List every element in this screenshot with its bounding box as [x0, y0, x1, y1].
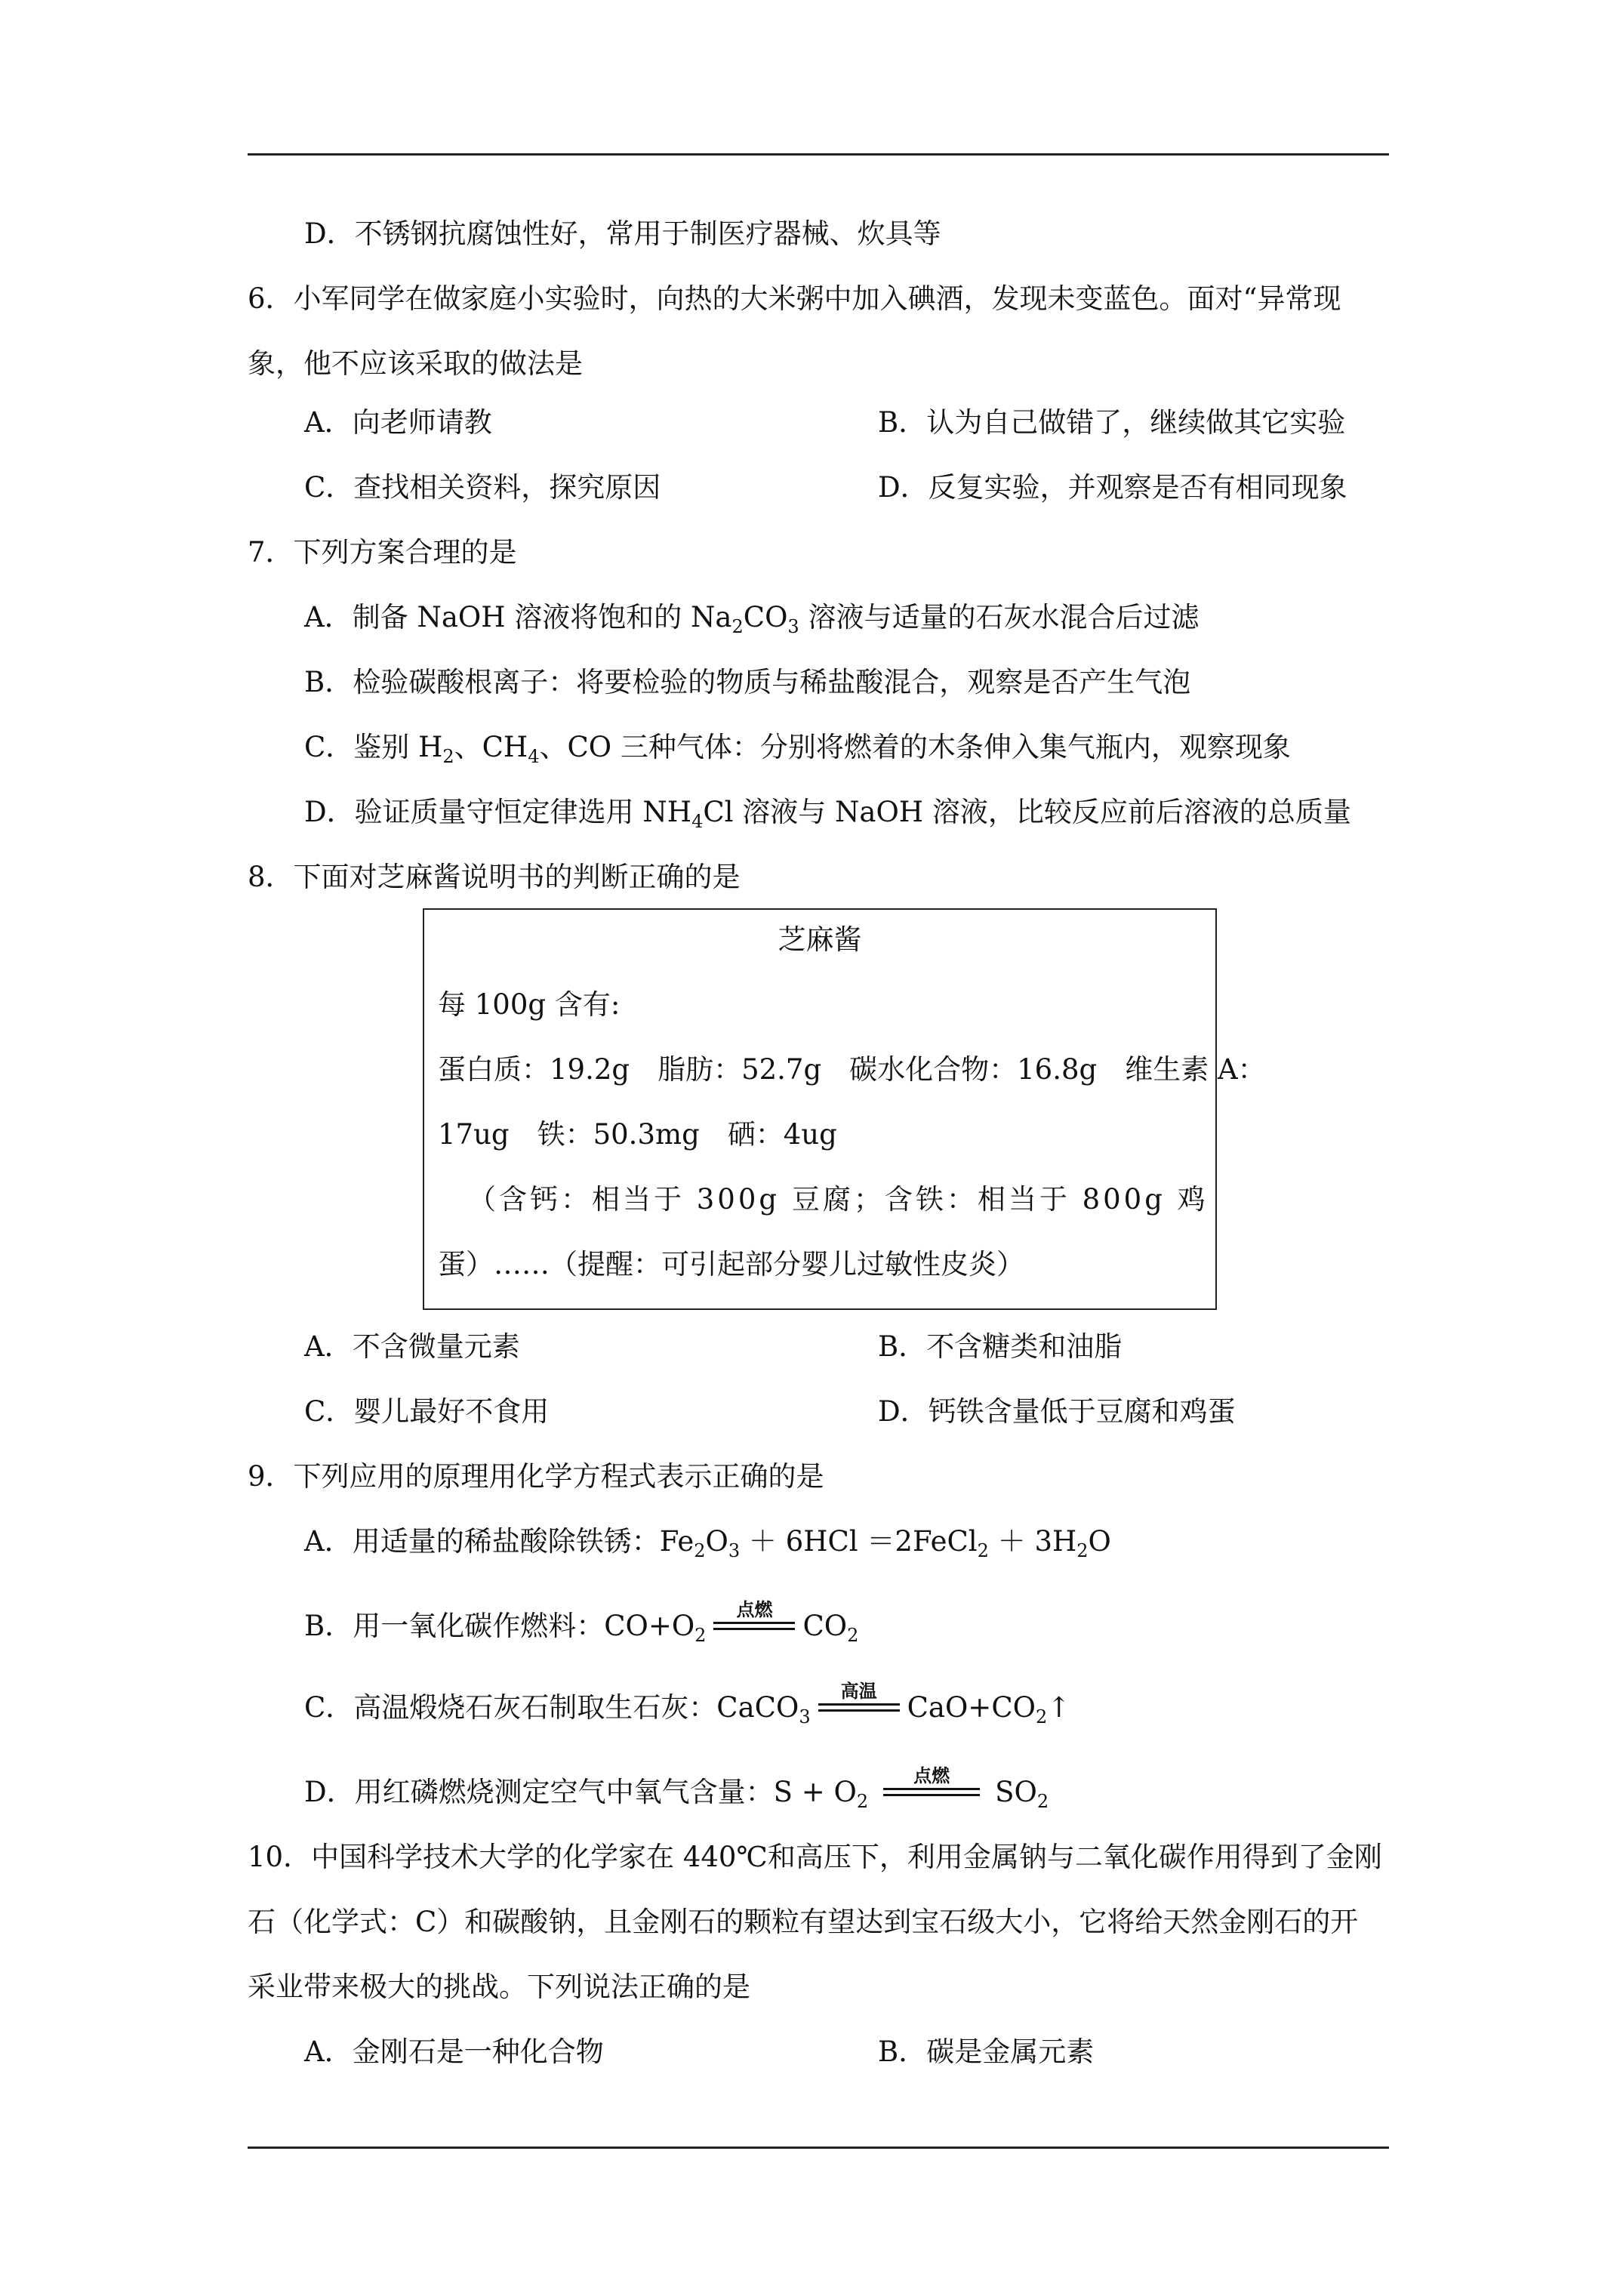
- label-calcium-iron-note: （含钙：相当于 300g 豆腐；含铁：相当于 800g 鸡: [468, 1183, 1209, 1216]
- q10-stem-line1: 10．中国科学技术大学的化学家在 440℃和高压下，利用金属钠与二氧化碳作用得到了金刚: [248, 1841, 1382, 1873]
- q8-option-b: B．不含糖类和油脂: [878, 1330, 1123, 1363]
- q6-option-d: D．反复实验，并观察是否有相同现象: [878, 471, 1347, 504]
- q9-option-b: B．用一氧化碳作燃料：$CO+O_2$ 点燃 $CO_2$: [304, 1599, 859, 1646]
- q9-option-c: C．高温煅烧石灰石制取生石灰：CaCO$_3$ 高温 $CaO+CO_2↑$: [304, 1681, 1071, 1727]
- q7-stem: 7．下列方案合理的是: [248, 536, 517, 569]
- label-nutrients-line1: 蛋白质：19.2g 脂肪：52.7g 碳水化合物：16.8g 维生素 A：: [438, 1053, 1266, 1086]
- q8-option-a: A．不含微量元素: [304, 1330, 520, 1363]
- label-nutrients-line2: 17ug 铁：50.3mg 硒：4ug: [438, 1118, 837, 1151]
- q5-option-d: D．不锈钢抗腐蚀性好，常用于制医疗器械、炊具等: [304, 217, 941, 250]
- q10-option-a: A．金刚石是一种化合物: [304, 2036, 604, 2068]
- q7-option-a: A．制备 NaOH 溶液将饱和的 $Na_2CO_3$ 溶液与适量的石灰水混合后过滤: [304, 601, 1200, 637]
- q6-stem-line2: 象，他不应该采取的做法是: [248, 347, 583, 380]
- label-per-100g: 每 100g 含有:: [438, 988, 621, 1021]
- q7-option-d: D．验证质量守恒定律选用 $NH_4Cl$ 溶液与 NaOH 溶液，比较反应前后溶液的总质量: [304, 796, 1351, 832]
- footer-rule: [248, 2147, 1389, 2149]
- q7-option-b: B．检验碳酸根离子：将要检验的物质与稀盐酸混合，观察是否产生气泡: [304, 666, 1191, 698]
- q10-stem-line3: 采业带来极大的挑战。下列说法正确的是: [248, 1971, 750, 2003]
- ignite-condition-sign: 点燃: [879, 1771, 984, 1801]
- label-warning: 蛋）……（提醒：可引起部分婴儿过敏性皮炎）: [438, 1248, 1024, 1281]
- q6-option-a: A．向老师请教: [304, 406, 492, 439]
- q8-option-c: C．婴儿最好不食用: [304, 1395, 550, 1428]
- q9-option-d: D．用红磷燃烧测定空气中氧气含量：$S + O_2$ 点燃 $SO_2$: [304, 1765, 1049, 1812]
- q10-option-b: B．碳是金属元素: [878, 2036, 1095, 2068]
- q9-stem: 9．下列应用的原理用化学方程式表示正确的是: [248, 1460, 824, 1493]
- q6-stem-line1: 6．小军同学在做家庭小实验时，向热的大米粥中加入碘酒，发现未变蓝色。面对“异常现: [248, 282, 1341, 315]
- q10-stem-line2: 石（化学式：C）和碳酸钠，且金刚石的颗粒有望达到宝石级大小，它将给天然金刚石的开: [248, 1906, 1359, 1938]
- ignite-condition-sign: 点燃: [709, 1605, 799, 1635]
- q9-option-a: A．用适量的稀盐酸除铁锈：$Fe_2O_3 + 6HCl$ ＝2FeCl$_2$ ＋ $3H_2O$: [304, 1525, 1111, 1561]
- high-temp-condition-sign: 高温: [814, 1687, 904, 1717]
- sesame-paste-label-box: [423, 908, 1266, 1310]
- q6-option-b: B．认为自己做错了，继续做其它实验: [878, 406, 1346, 439]
- q6-option-c: C．查找相关资料，探究原因: [304, 471, 661, 504]
- q7-option-c: C．鉴别 $H_2$、$CH_4$、CO 三种气体：分别将燃着的木条伸入集气瓶内，观察现象: [304, 731, 1291, 767]
- header-rule: [248, 153, 1389, 156]
- label-title: 芝麻酱: [778, 923, 862, 956]
- q8-stem: 8．下面对芝麻酱说明书的判断正确的是: [248, 861, 741, 893]
- q8-option-d: D．钙铁含量低于豆腐和鸡蛋: [878, 1395, 1236, 1428]
